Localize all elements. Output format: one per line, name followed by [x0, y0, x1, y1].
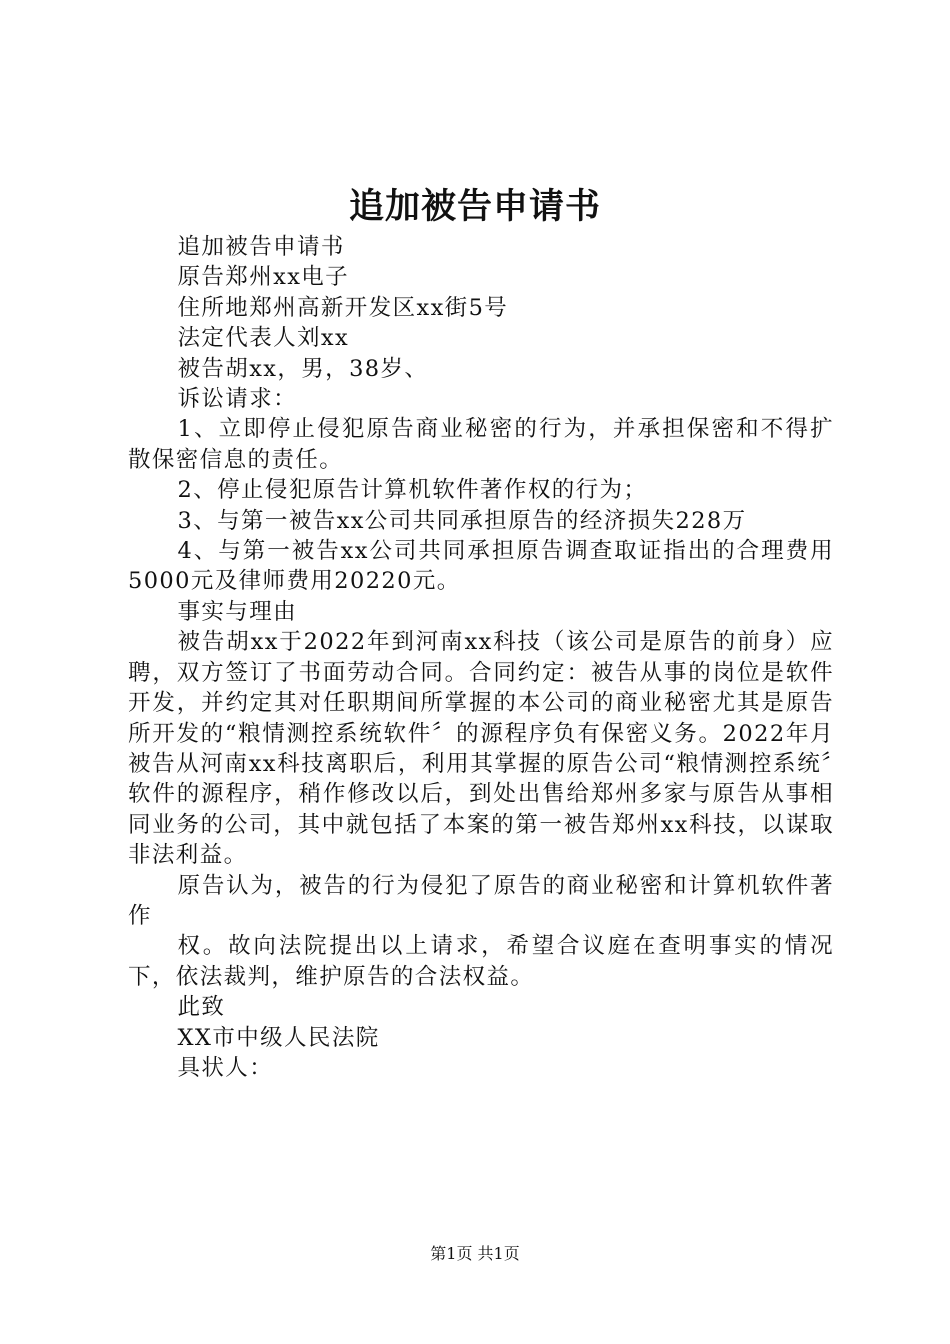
- paragraph: 被告胡xx，男，38岁、: [177, 355, 429, 382]
- page-title: 追加被告申请书: [348, 186, 601, 227]
- paragraph: 法定代表人刘xx: [177, 325, 350, 352]
- paragraph: 住所地郑州高新开发区xx街5号: [177, 294, 509, 321]
- paragraph: 诉讼请求：: [177, 386, 298, 413]
- paragraph: 4、与第一被告xx公司共同承担原告调查取证指出的合理费用5000元及律师费用20220元。: [128, 538, 834, 595]
- paragraph: 2、停止侵犯原告计算机软件著作权的行为；: [177, 477, 648, 504]
- paragraph: 此致: [177, 994, 226, 1021]
- page-number: 第1页 共1页: [430, 1244, 520, 1263]
- paragraph: 原告认为，被告的行为侵犯了原告的商业秘密和计算机软件著作: [128, 872, 834, 929]
- paragraph: XX市中级人民法院: [177, 1024, 380, 1051]
- paragraph: 3、与第一被告xx公司共同承担原告的经济损失228万: [177, 507, 747, 534]
- paragraph: 追加被告申请书: [177, 234, 345, 260]
- paragraph: 权。故向法院提出以上请求，希望合议庭在查明事实的情况下，依法裁判，维护原告的合法权益。: [128, 933, 834, 990]
- paragraph: 事实与理由: [177, 598, 298, 625]
- paragraph: 具状人：: [177, 1054, 274, 1081]
- paragraph: 原告郑州xx电子: [177, 264, 350, 291]
- paragraph: 被告胡xx于2022年到河南xx科技（该公司是原告的前身）应聘，双方签订了书面劳动合同。合同约定：被告从事的岗位是软件开发，并约定其对任职期间所掌握的本公司的商业秘密尤其是原告所开发的“粮情测控系统软件〞的源程序负有保密义务。2022年月被告从河南xx科技离职后，利用其掌握的原告公司“粮情测控系统〞软件的源程序，稍作修改以后，到处出售给郑州多家与原告从事相同业务的公司，其中就包括了本案的第一被告郑州xx科技，以谋取非法利益。: [128, 629, 834, 869]
- paragraph: 1、立即停止侵犯原告商业秘密的行为，并承担保密和不得扩散保密信息的责任。: [128, 416, 834, 473]
- document-body: [128, 232, 834, 1083]
